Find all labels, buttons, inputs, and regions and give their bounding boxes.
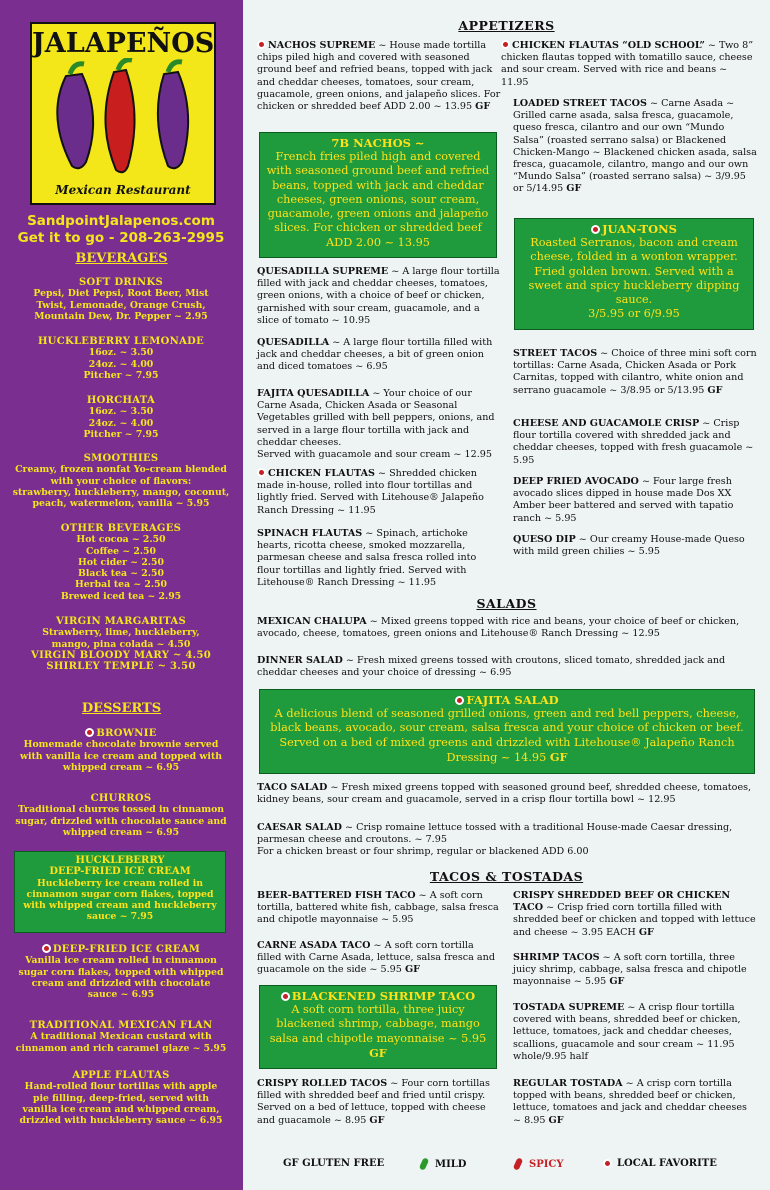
line: vanilla ice cream and whipped cream,: [22, 1103, 220, 1115]
spinach-flautas: [257, 528, 501, 589]
item-name: SPINACH FLAUTAS: [257, 528, 363, 539]
smoothies: [6, 453, 236, 509]
line: Pepsi, Diet Pepsi, Root Beer, Mist: [33, 288, 209, 300]
lemonade-title: HUCKLEBERRY LEMONADE: [37, 336, 205, 347]
huck-title2: DEEP-FRIED ICE CREAM: [49, 866, 191, 878]
fajita-salad-box: [259, 689, 755, 774]
blackened-shrimp-taco-box: [259, 985, 497, 1069]
item-desc: ~ Crisp romaine lettuce tossed with a traditional House-made Caesar dressing, parmesan cheese and croutons. ~ 7.95: [257, 822, 733, 846]
horchata: [6, 395, 236, 440]
item-name: DEEP FRIED AVOCADO: [513, 476, 639, 487]
local-favorite-icon: [42, 944, 51, 953]
item-price: 3/5.95 or 6/9.95: [588, 307, 680, 321]
appetizers-heading: APPETIZERS: [458, 18, 555, 33]
salads-heading: SALADS: [476, 596, 537, 611]
gf-badge: GF: [707, 384, 723, 396]
local-favorite-icon: [603, 1159, 612, 1168]
item-desc: ~ A large flour tortilla filled with jack and cheddar cheeses, a bit of green onion and diced tomatoes ~ 6.95: [257, 337, 493, 373]
gf-badge: GF: [475, 101, 491, 113]
item-name: QUESO DIP: [513, 534, 576, 545]
huckleberry-ice-cream-box: [14, 851, 226, 933]
gf-badge: GF: [638, 926, 654, 938]
line: Brewed iced tea ~ 2.95: [60, 590, 182, 602]
line: Twist, Lemonade, Orange Crush,: [36, 299, 206, 311]
line: peach, watermelon, vanilla ~ 5.95: [32, 498, 210, 510]
item-name: BLACKENED SHRIMP TACO: [291, 989, 476, 1003]
local-favorite-icon: [501, 40, 510, 49]
restaurant-logo: [30, 22, 216, 205]
line: sugar, drizzled with chocolate sauce and: [15, 815, 227, 827]
line: cinnamon sugar corn flakes, topped: [26, 888, 214, 900]
line: 24oz. ~ 4.00: [88, 417, 154, 429]
carne-asada-taco: [257, 940, 501, 977]
local-label: LOCAL FAVORITE: [617, 1158, 717, 1169]
item-name: BEER-BATTERED FISH TACO: [257, 890, 416, 901]
gf-badge: GF: [404, 964, 420, 976]
item-desc: ~ Four large fresh avocado slices dipped in house made Dos XX Amber beer battered and served with tapatio ranch ~ 5.95: [513, 476, 734, 524]
gf-label: GF GLUTEN FREE: [283, 1158, 385, 1169]
juan-tons-box: [514, 218, 754, 330]
cheese-guacamole-crisp: [513, 418, 757, 467]
logo-title: JALAPEÑOS: [32, 28, 215, 59]
gf-badge: GF: [549, 749, 568, 764]
item-desc: French fries piled high and covered with seasoned ground beef and refried beans, topped with jack and cheddar cheeses, green onions, sour cream, guacamole, green onions and jalapeño slices. For chicken or shredded beef ADD 2.00 ~ 13.95: [266, 150, 490, 249]
item-desc: ~ A large flour tortilla filled with jack and cheddar cheeses, tomatoes, green onions, with a choice of beef or chicken, garnished with sour cream, guacamole, and a slice of tomato ~ 10.95: [257, 266, 500, 326]
huck-title1: HUCKLEBERRY: [75, 855, 165, 866]
item-name: CRISPY ROLLED TACOS: [257, 1078, 388, 1089]
line: Traditional churros tossed in cinnamon: [17, 804, 225, 816]
chicken-flautas: [257, 468, 501, 517]
item-desc: ~ A soft corn tortilla, battered white fish, cabbage, salsa fresca and chipotle mayonnaise ~ 5.95: [257, 890, 499, 926]
local-favorite-icon: [455, 696, 464, 705]
apple-flautas: [6, 1070, 236, 1126]
dinner-salad: [257, 655, 757, 679]
item-desc: ~ Shredded chicken made in-house, rolled into flour tortillas and lightly fried. Served with Litehouse® Jalapeño Ranch Dressing ~ 11.95: [257, 468, 484, 516]
item-name: CRISPY SHREDDED BEEF OR CHICKEN TACO: [513, 890, 731, 914]
street-tacos: [513, 348, 757, 397]
item-name: CARNE ASADA TACO: [257, 940, 371, 951]
queso-dip: [513, 534, 757, 558]
desserts-heading: DESSERTS: [81, 701, 162, 716]
gf-badge: GF: [609, 976, 625, 988]
legend-mild: [421, 1158, 466, 1170]
line: sugar corn flakes, topped with whipped: [18, 966, 224, 978]
deep-fried-ice-cream: [6, 944, 236, 1000]
churros: [6, 793, 236, 838]
local-favorite-icon: [591, 225, 600, 234]
horchata-title: HORCHATA: [86, 395, 156, 406]
line: drizzled with huckleberry sauce ~ 6.95: [19, 1115, 223, 1127]
legend-gluten-free: [283, 1158, 384, 1169]
item-name: TACO SALAD: [257, 782, 328, 793]
peppers-icon: [32, 58, 218, 178]
other-beverages: [6, 523, 236, 602]
legend-local-favorite: [603, 1158, 717, 1169]
contact-block: [6, 213, 236, 247]
line: pie filling, deep-fried, served with: [33, 1092, 209, 1104]
right-panel: [243, 0, 770, 1190]
line: whipped cream ~ 6.95: [62, 826, 180, 838]
local-favorite-icon: [85, 728, 94, 737]
item-desc: ~ A crisp flour tortilla covered with beans, shredded beef or chicken, lettuce, tomatoes, jack and cheddar cheeses, scallions, guacamole and sour cream ~ 11.95 whole/9.95 half: [513, 1002, 741, 1062]
line: with your choice of flavors:: [50, 475, 192, 487]
line: whipped cream ~ 6.95: [62, 761, 180, 773]
local-favorite-icon: [257, 40, 266, 49]
mild-label: MILD: [435, 1158, 467, 1170]
huckleberry-lemonade: [6, 336, 236, 381]
item-desc: ~ Carne Asada ~ Grilled carne asada, salsa fresca, guacamole, queso fresca, cilantro and our own “Mundo Salsa” (roasted serrano salsa) or Blackened Chicken-Mango ~ Blackened chicken asada, salsa fresca, guacamole, cilantro, mango and our own “Mundo Salsa” (roasted serrano salsa) ~ 3/9.95 or 5/14.95: [513, 98, 757, 195]
quesadilla: [257, 337, 501, 374]
line: Homemade chocolate brownie served: [23, 739, 219, 751]
tostada-supreme: [513, 1002, 757, 1063]
line: Hand-rolled flour tortillas with apple: [24, 1081, 218, 1093]
item-name: NACHOS SUPREME: [268, 40, 376, 51]
beverages-heading: BEVERAGES: [75, 251, 168, 266]
item-name: JUAN-TONS: [602, 222, 677, 236]
mexican-flan: [6, 1020, 236, 1054]
item-desc: A delicious blend of seasoned grilled onions, green and red bell peppers, cheese, black beans, avocado, sour cream, salsa fresca and your choice of chicken or beef. Served on a bed of mixed greens and drizzled with Litehouse® Jalapeño Ranch Dressing ~ 14.95: [270, 707, 744, 764]
line: Black tea ~ 2.50: [78, 568, 164, 580]
item-desc: ~ Crisp fried corn tortilla filled with shredded beef or chicken and topped with lettuce and cheese ~ 3.95 EACH: [513, 902, 756, 938]
item-name: 7B NACHOS ~: [331, 136, 425, 150]
item-name: STREET TACOS: [513, 348, 598, 359]
gf-badge: GF: [369, 1045, 387, 1060]
phone-number: Get it to go - 208-263-2995: [17, 230, 225, 246]
item-desc: ~ Two 8” chicken flautas topped with tomatillo sauce, cheese and sour cream. Served with rice and beans ~ 11.95: [501, 40, 754, 88]
fried-ice-title: DEEP-FRIED ICE CREAM: [52, 944, 201, 955]
fish-taco: [257, 890, 501, 927]
line: 16oz. ~ 3.50: [88, 347, 154, 359]
line: Huckleberry ice cream rolled in: [37, 877, 203, 889]
item-desc: ~ Choice of three mini soft corn tortillas: Carne Asada, Chicken Asada or Pork Carnitas, topped with cilantro, white onion and serrano guacamole ~ 3/8.95 or 5/13.95: [513, 348, 757, 396]
item-desc: ~ A soft corn tortilla, three juicy shrimp, cabbage, salsa fresca and chipotle mayonnaise ~ 5.95: [513, 952, 747, 988]
item-name: QUESADILLA: [257, 337, 330, 348]
caesar-salad: [257, 822, 757, 859]
item-desc: ~ Spinach, artichoke hearts, ricotta cheese, smoked mozzarella, parmesan cheese and salsa fresca rolled into flour tortillas and lightly fried. Served with Litehouse® Ranch Dressing ~ 11.95: [257, 528, 477, 588]
line: cream and drizzled with chocolate: [31, 977, 211, 989]
item-desc: A soft corn tortilla, three juicy blackened shrimp, cabbage, mango salsa and chipotle mayonnaise ~ 5.95: [269, 1003, 487, 1045]
line: Coffee ~ 2.50: [86, 545, 156, 557]
line: Vanilla ice cream rolled in cinnamon: [25, 955, 217, 967]
item-desc: ~ Our creamy House-made Queso with mild green chilies ~ 5.95: [513, 534, 745, 558]
soft-drinks: [6, 277, 236, 322]
flan-title: TRADITIONAL MEXICAN FLAN: [29, 1020, 213, 1031]
item-desc: ~ A crisp corn tortilla topped with beans, shredded beef or chicken, lettuce, tomatoes and jack and cheddar cheeses ~ 8.95: [513, 1078, 747, 1126]
local-favorite-icon: [257, 468, 266, 477]
crispy-rolled-tacos: [257, 1078, 501, 1127]
website-link[interactable]: SandpointJalapenos.com: [27, 213, 215, 229]
line: Pitcher ~ 7.95: [83, 428, 159, 440]
left-panel: [0, 0, 243, 1190]
line: Hot cider ~ 2.50: [78, 556, 164, 568]
item-desc: Roasted Serranos, bacon and cream cheese, folded in a wonton wrapper. Fried golden brown. Served with a sweet and spicy huckleberry dipping sauce.: [528, 236, 740, 307]
line: A traditional Mexican custard with: [30, 1031, 212, 1043]
brownie-title: BROWNIE: [96, 728, 157, 739]
line: VIRGIN BLOODY MARY ~ 4.50: [31, 649, 211, 661]
item-name: REGULAR TOSTADA: [513, 1078, 623, 1089]
line: strawberry, huckleberry, mango, coconut,: [12, 486, 230, 498]
item-name: TOSTADA SUPREME: [513, 1002, 625, 1013]
item-name: FAJITA SALAD: [466, 693, 559, 707]
line: Strawberry, lime, huckleberry,: [42, 627, 200, 639]
brownie: [6, 728, 236, 773]
line: with vanilla ice cream and topped with: [19, 750, 223, 762]
line: Pitcher ~ 7.95: [83, 369, 159, 381]
taco-salad: [257, 782, 757, 806]
item-name: MEXICAN CHALUPA: [257, 616, 367, 627]
line: SHIRLEY TEMPLE ~ 3.50: [46, 661, 196, 673]
logo-subtitle: Mexican Restaurant: [55, 183, 191, 197]
line: sauce ~ 7.95: [86, 911, 154, 923]
line: 16oz. ~ 3.50: [88, 406, 154, 418]
gf-badge: GF: [369, 1114, 385, 1126]
crispy-shredded-taco: [513, 890, 757, 939]
gf-badge: GF: [566, 183, 582, 195]
item-desc: ~ Fresh mixed greens tossed with croutons, sliced tomato, shredded jack and cheddar cheeses and your choice of dressing ~ 6.95: [257, 655, 726, 679]
line: Hot cocoa ~ 2.50: [76, 534, 166, 546]
spicy-label: SPICY: [529, 1158, 564, 1170]
apple-title: APPLE FLAUTAS: [72, 1070, 170, 1081]
loaded-street-tacos: [513, 98, 757, 196]
item-name: DINNER SALAD: [257, 655, 343, 666]
item-extra: For a chicken breast or four shrimp, regular or blackened ADD 6.00: [257, 846, 589, 858]
soft-drinks-title: SOFT DRINKS: [79, 277, 163, 288]
legend-spicy: [515, 1158, 564, 1170]
item-name: QUESADILLA SUPREME: [257, 266, 389, 277]
item-desc: ~ Crisp flour tortilla covered with shredded jack and cheddar cheeses, topped with fresh guacamole ~ 5.95: [513, 418, 754, 466]
item-name: CHICKEN FLAUTAS: [268, 468, 375, 479]
other-title: OTHER BEVERAGES: [60, 523, 182, 534]
line: mango, pina colada ~ 4.50: [51, 638, 191, 650]
item-desc: ~ Fresh mixed greens topped with seasoned ground beef, shredded cheese, tomatoes, kidney beans, sour cream and guacamole, served in a crisp flour tortilla bowl ~ 12.95: [257, 782, 752, 806]
nachos-supreme: [257, 40, 501, 113]
item-name: CAESAR SALAD: [257, 822, 342, 833]
regular-tostada: [513, 1078, 757, 1127]
item-desc: ~ Four corn tortillas filled with shredded beef and fried until crispy. Served on a bed of lettuce, topped with cheese and guacamole ~ 8.95: [257, 1078, 490, 1126]
item-name: CHICKEN FLAUTAS “OLD SCHOOL”: [512, 40, 705, 51]
item-desc: ~ A soft corn tortilla filled with Carne Asada, lettuce, salsa fresca and guacamole on the side ~ 5.95: [257, 940, 495, 976]
fajita-quesadilla: [257, 388, 501, 461]
mexican-chalupa: [257, 616, 757, 640]
item-name: CHEESE AND GUACAMOLE CRISP: [513, 418, 700, 429]
gf-badge: GF: [548, 1114, 564, 1126]
line: 24oz. ~ 4.00: [88, 358, 154, 370]
line: cinnamon and rich caramel glaze ~ 5.95: [15, 1042, 227, 1054]
spicy-pepper-icon: [513, 1157, 524, 1170]
line: sauce ~ 6.95: [87, 989, 155, 1001]
local-favorite-icon: [281, 992, 290, 1001]
line: Creamy, frozen nonfat Yo-cream blended: [15, 464, 227, 476]
shrimp-tacos: [513, 952, 757, 989]
smoothies-title: SMOOTHIES: [83, 453, 159, 464]
churros-title: CHURROS: [90, 793, 152, 804]
line: Mountain Dew, Dr. Pepper ~ 2.95: [34, 310, 208, 322]
margaritas-title: VIRGIN MARGARITAS: [56, 616, 186, 627]
line: Herbal tea ~ 2.50: [74, 579, 168, 591]
item-desc: ~ Your choice of our Carne Asada, Chicken Asada or Seasonal Vegetables grilled with bell peppers, onions, and served in a large flour tortilla with jack and cheddar cheeses.: [257, 388, 495, 448]
deep-fried-avocado: [513, 476, 757, 525]
item-desc: ~ Mixed greens topped with rice and beans, your choice of beef or chicken, avocado, cheese, tomatoes, green onions and Litehouse® Ranch Dressing ~ 12.95: [257, 616, 740, 640]
mild-pepper-icon: [419, 1157, 430, 1170]
line: with whipped cream and huckleberry: [23, 900, 217, 912]
item-extra: Served with guacamole and sour cream ~ 12.95: [257, 449, 492, 461]
item-name: LOADED STREET TACOS: [513, 98, 647, 109]
virgin-margaritas: [6, 616, 236, 672]
item-desc: ~ House made tortilla chips piled high and covered with seasoned ground beef and refried beans, topped with jack and cheddar cheeses, tomatoes, sour cream, guacamole, green onions, and jalapeño slices. For chicken or shredded beef ADD 2.00 ~ 13.95: [257, 40, 501, 113]
tacos-heading: TACOS & TOSTADAS: [429, 869, 584, 884]
item-name: FAJITA QUESADILLA: [257, 388, 370, 399]
chicken-flautas-old-school: [501, 40, 757, 89]
item-name: SHRIMP TACOS: [513, 952, 600, 963]
7b-nachos-box: [259, 132, 497, 258]
quesadilla-supreme: [257, 266, 501, 327]
